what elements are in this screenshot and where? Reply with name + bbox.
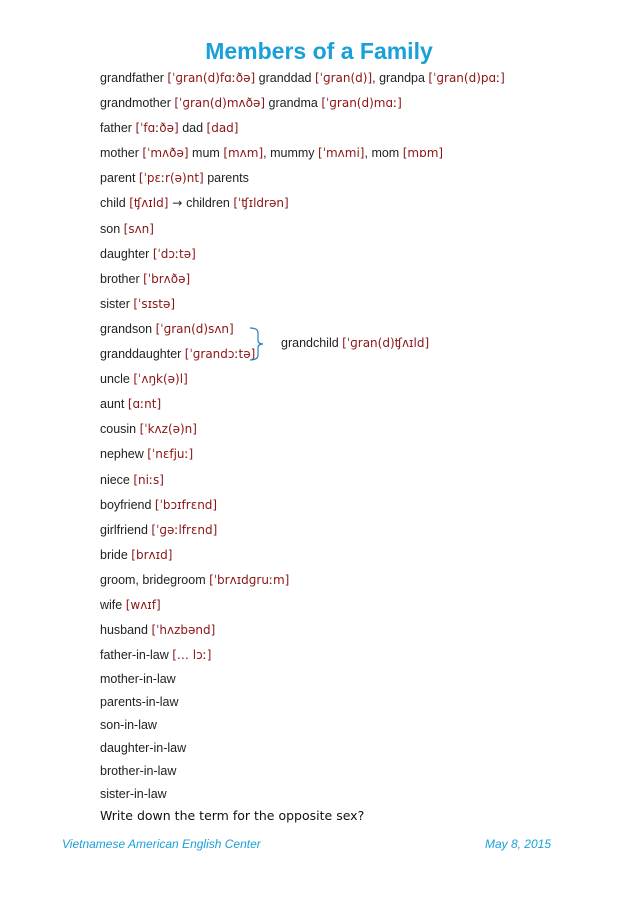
vocab-term: son <box>100 221 124 236</box>
vocab-term: grandmother <box>100 96 175 111</box>
ipa-transcription: [mɒm] <box>402 146 444 161</box>
vocab-row <box>100 191 620 216</box>
ipa-transcription: [ˈmʌmi] <box>318 146 365 161</box>
ipa-transcription: [ˈnɛfjuː] <box>147 447 194 462</box>
ipa-transcription: [ˈfɑːðə] <box>135 121 179 136</box>
footer-date: May 8, 2015 <box>484 837 551 851</box>
vocab-term: nephew <box>100 447 148 462</box>
vocab-row <box>100 442 620 467</box>
ipa-transcription: [ˈbɔɪfrɛnd] <box>154 497 218 512</box>
ipa-transcription: [ˈɡran(d)fɑːðə] <box>167 71 256 85</box>
curly-brace-icon <box>248 327 278 361</box>
ipa-transcription: [ˈɡrandɔːtə] <box>184 347 256 362</box>
vocab-row <box>100 66 620 91</box>
vocab-term: niece <box>100 472 134 487</box>
vocab-term: father <box>100 121 136 136</box>
ipa-transcription: [ˈbrʌɪdɡruːm] <box>209 572 290 587</box>
ipa-transcription: [ˈɡran(d)mɑː] <box>321 96 402 111</box>
vocab-term: sister <box>100 296 134 311</box>
vocab-term: groom, bridegroom <box>100 572 210 587</box>
vocab-row <box>100 468 620 493</box>
vocab-term: mother <box>100 146 143 161</box>
vocab-term: , grandpa <box>372 71 429 85</box>
vocab-term: mother-in-law <box>100 672 176 687</box>
vocab-term: grandma <box>265 96 322 111</box>
vocab-row <box>100 116 620 141</box>
ipa-transcription: [ˈpɛːr(ə)nt] <box>138 171 204 186</box>
vocab-term: , mummy <box>263 146 319 161</box>
vocab-term: grandson <box>100 321 156 336</box>
vocab-term: brother <box>100 271 144 286</box>
vocab-row <box>100 593 620 618</box>
ipa-transcription: [ˈhʌzbənd] <box>151 623 216 638</box>
vocab-term: son-in-law <box>100 718 157 733</box>
vocab-term: cousin <box>100 422 140 437</box>
ipa-transcription: [ˈɡran(d)pɑː] <box>428 71 505 85</box>
ipa-transcription: [ˈbrʌðə] <box>143 271 191 286</box>
vocab-term: dad <box>178 121 207 136</box>
vocab-term: sister-in-law <box>100 787 167 802</box>
vocab-term: parent <box>100 171 139 186</box>
vocab-row <box>100 392 620 417</box>
vocab-term: girlfriend <box>100 522 152 537</box>
vocab-row <box>100 643 620 668</box>
ipa-transcription: [ˈsɪstə] <box>133 296 176 311</box>
vocab-row <box>100 367 620 392</box>
vocab-row <box>100 417 620 442</box>
ipa-transcription: [brʌɪd] <box>131 547 173 562</box>
vocab-term: parents <box>203 171 249 186</box>
vocab-row <box>100 691 620 714</box>
grandchild-ipa: [ˈɡran(d)ʧʌɪld] <box>342 336 430 350</box>
vocab-row <box>100 242 620 267</box>
ipa-transcription: [ˈʌŋk(ə)l] <box>133 372 188 387</box>
vocab-row <box>100 493 620 518</box>
vocab-term: bride <box>100 547 132 562</box>
vocabulary-list <box>100 66 620 806</box>
ipa-transcription: [ˈɡran(d)mʌðə] <box>174 96 266 111</box>
vocab-row <box>100 292 620 317</box>
vocab-term: aunt <box>100 397 128 412</box>
ipa-transcription: [ˈʧɪldrən] <box>233 196 289 211</box>
vocab-term: mum <box>188 146 224 161</box>
ipa-transcription: [wʌɪf] <box>125 597 161 612</box>
vocab-row <box>100 714 620 737</box>
vocab-row <box>100 141 620 166</box>
vocab-term: boyfriend <box>100 497 155 512</box>
vocab-row <box>100 267 620 292</box>
vocab-row <box>100 737 620 760</box>
vocab-row <box>100 760 620 783</box>
vocab-term: child <box>100 196 130 211</box>
vocab-term: father-in-law <box>100 648 173 663</box>
grandchild-word: grandchild <box>281 336 343 350</box>
vocab-row <box>100 668 620 691</box>
vocab-row <box>100 618 620 643</box>
ipa-transcription: [niːs] <box>133 472 164 487</box>
vocab-term: parents-in-law <box>100 695 179 710</box>
vocab-term: brother-in-law <box>100 764 177 779</box>
ipa-transcription: [sʌn] <box>123 221 154 236</box>
ipa-transcription: [ʧʌɪld] <box>129 196 169 211</box>
vocab-row <box>100 783 620 806</box>
vocab-row <box>100 568 620 593</box>
ipa-transcription: [ˈɡran(d)] <box>314 71 373 85</box>
vocab-term: children <box>186 196 234 211</box>
ipa-transcription: [ˈdɔːtə] <box>152 246 196 261</box>
ipa-transcription: [ˈɡəːlfrɛnd] <box>151 522 218 537</box>
vocab-term: granddad <box>255 71 315 85</box>
vocab-term: grandfather <box>100 71 168 85</box>
ipa-transcription: [ˈkʌz(ə)n] <box>139 422 197 437</box>
vocab-row <box>100 166 620 191</box>
vocab-term: husband <box>100 623 152 638</box>
vocab-row <box>100 518 620 543</box>
ipa-transcription: [ˈmʌðə] <box>142 146 189 161</box>
vocab-row <box>100 543 620 568</box>
ipa-transcription: [… lɔː] <box>172 648 212 663</box>
vocab-term: daughter-in-law <box>100 741 187 756</box>
ipa-transcription: [ˈɡran(d)sʌn] <box>155 321 234 336</box>
footer-organization: Vietnamese American English Center <box>62 837 261 851</box>
vocab-term: wife <box>100 597 126 612</box>
vocab-term: , mom <box>364 146 403 161</box>
vocab-term: granddaughter <box>100 347 185 362</box>
vocab-term: uncle <box>100 372 134 387</box>
vocab-term: daughter <box>100 246 153 261</box>
ipa-transcription: [dad] <box>206 121 239 136</box>
vocab-row <box>100 217 620 242</box>
vocab-row <box>100 91 620 116</box>
grandchild-entry <box>281 336 429 350</box>
ipa-transcription: [mʌm] <box>223 146 264 161</box>
ipa-transcription: [ɑːnt] <box>127 397 162 412</box>
page-title: Members of a Family <box>205 38 433 64</box>
exercise-question: Write down the term for the opposite sex? <box>100 808 365 823</box>
arrow-icon: → <box>168 196 187 211</box>
